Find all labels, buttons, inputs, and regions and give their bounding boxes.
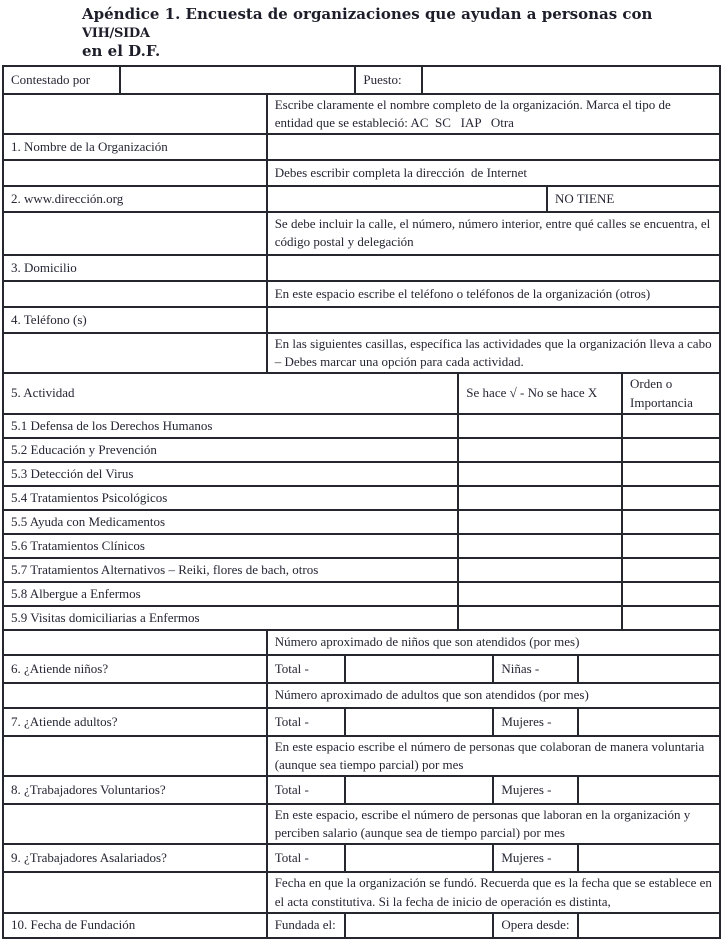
no-tiene-option[interactable]: NO TIENE xyxy=(546,187,719,211)
row-nombre xyxy=(4,133,719,159)
activity-row xyxy=(4,605,719,629)
activity-row xyxy=(4,557,719,581)
instruction-ninos: Número aproximado de niños que son atendidos (por mes) xyxy=(266,631,719,654)
empty-label-cell xyxy=(4,161,266,185)
q8-label: 8. ¿Trabajadores Voluntarios? xyxy=(11,782,166,797)
activity-orden-header: Orden o Importancia xyxy=(621,374,719,412)
activity-check-input[interactable] xyxy=(457,439,621,461)
empty-label-cell xyxy=(4,737,266,775)
q9-total-input[interactable] xyxy=(344,845,493,871)
activity-label: 5.9 Visitas domiciliarias a Enfermos xyxy=(11,609,200,625)
empty-label-cell xyxy=(4,805,266,843)
activity-orden-input[interactable] xyxy=(621,511,719,533)
survey-form-table xyxy=(2,65,721,939)
activity-orden-input[interactable] xyxy=(621,583,719,605)
instruction-fundacion: Fecha en que la organización se fundó. Recuerda que es la fecha que se establece en el acta constitutiva. Si la fecha de inicio de operación es distinta, xyxy=(266,873,719,911)
row-domicilio xyxy=(4,254,719,280)
title-text: Apéndice 1. Encuesta de organizaciones que ayudan a personas con xyxy=(82,5,653,23)
q10-fundada-label: Fundada el: xyxy=(266,914,344,937)
activity-label: 5.7 Tratamientos Alternativos – Reiki, flores de bach, otros xyxy=(11,561,319,577)
q6-total-input[interactable] xyxy=(344,656,493,682)
row-instruction-fundacion xyxy=(4,871,719,911)
domicilio-label: 3. Domicilio xyxy=(11,259,77,275)
nombre-label: 1. Nombre de la Organización xyxy=(11,138,168,154)
row-q8 xyxy=(4,775,719,803)
web-label: 2. www.dirección.org xyxy=(11,190,124,206)
row-instruction-telefono xyxy=(4,280,719,306)
q8-total-label: Total - xyxy=(266,777,344,803)
activity-label: 5.3 Detección del Virus xyxy=(11,465,134,481)
row-instruction-ninos xyxy=(4,629,719,654)
q10-label: 10. Fecha de Fundación xyxy=(11,917,136,933)
instruction-nombre: Escribe claramente el nombre completo de la organización. Marca el tipo de entidad que se estableció: AC SC IAP Otra xyxy=(266,95,719,133)
activity-row xyxy=(4,461,719,485)
activity-check-input[interactable] xyxy=(457,583,621,605)
document-page xyxy=(0,5,723,933)
row-q7 xyxy=(4,707,719,735)
activity-orden-input[interactable] xyxy=(621,415,719,437)
q9-mujeres-label: Mujeres - xyxy=(492,845,577,871)
q8-mujeres-label: Mujeres - xyxy=(492,777,577,803)
q6-label: 6. ¿Atiende niños? xyxy=(11,660,109,676)
row-contestado xyxy=(4,67,719,93)
row-web xyxy=(4,185,719,211)
puesto-label: Puesto: xyxy=(354,67,420,93)
instruction-voluntarios: En este espacio escribe el número de personas que colaboran de manera voluntaria (aunque sea tiempo parcial) por mes xyxy=(266,737,719,775)
row-instruction-voluntarios xyxy=(4,735,719,775)
activity-row xyxy=(4,485,719,509)
empty-label-cell xyxy=(4,282,266,306)
q8-total-input[interactable] xyxy=(344,777,493,803)
q10-fundada-input[interactable] xyxy=(344,914,493,937)
instruction-domicilio: Se debe incluir la calle, el número, número interior, entre qué calles se encuentra, el código postal y delegación xyxy=(266,213,719,254)
title-acronym: VIH/SIDA xyxy=(82,26,150,41)
instruction-actividades: En las siguientes casillas, específica las actividades que la organización lleva a cabo – Debes marcar una opción para cada actividad. xyxy=(266,334,719,372)
activity-check-input[interactable] xyxy=(457,511,621,533)
activity-label: 5.6 Tratamientos Clínicos xyxy=(11,537,145,553)
q6-total-label: Total - xyxy=(266,656,344,682)
telefono-input[interactable] xyxy=(266,308,719,332)
empty-label-cell xyxy=(4,631,266,654)
activity-orden-input[interactable] xyxy=(621,607,719,629)
telefono-label: 4. Teléfono (s) xyxy=(11,311,87,327)
activity-orden-input[interactable] xyxy=(621,463,719,485)
row-activity-header xyxy=(4,372,719,412)
web-input[interactable] xyxy=(266,187,546,211)
activity-check-input[interactable] xyxy=(457,535,621,557)
instruction-asalariados: En este espacio, escribe el número de personas que laboran en la organización y perciben salario (aunque sea de tiempo parcial) por mes xyxy=(266,805,719,843)
activity-label: 5.2 Educación y Prevención xyxy=(11,441,157,457)
q10-opera-label: Opera desde: xyxy=(492,914,577,937)
page-title xyxy=(82,5,697,60)
row-instruction-asalariados xyxy=(4,803,719,843)
row-q10 xyxy=(4,912,719,937)
q6-ninas-label: Niñas - xyxy=(492,656,577,682)
q7-mujeres-label: Mujeres - xyxy=(492,709,577,735)
q7-label: 7. ¿Atiende adultos? xyxy=(11,713,118,729)
q8-mujeres-input[interactable] xyxy=(577,777,719,803)
empty-label-cell xyxy=(4,213,266,254)
row-instruction-nombre xyxy=(4,93,719,133)
instruction-telefono: En este espacio escribe el teléfono o teléfonos de la organización (otros) xyxy=(266,282,719,306)
contestado-por-label: Contestado por xyxy=(11,71,91,87)
domicilio-input[interactable] xyxy=(266,256,719,280)
activity-check-input[interactable] xyxy=(457,559,621,581)
q6-ninas-input[interactable] xyxy=(577,656,719,682)
row-instruction-domicilio xyxy=(4,211,719,254)
activity-check-header: Se hace √ - No se hace X xyxy=(457,374,621,412)
activity-check-input[interactable] xyxy=(457,415,621,437)
activity-orden-input[interactable] xyxy=(621,439,719,461)
q9-mujeres-input[interactable] xyxy=(577,845,719,871)
empty-label-cell xyxy=(4,873,266,911)
row-telefono xyxy=(4,306,719,332)
contestado-por-input[interactable] xyxy=(119,67,354,93)
activity-row xyxy=(4,413,719,437)
activity-row xyxy=(4,581,719,605)
instruction-adultos: Número aproximado de adultos que son atendidos (por mes) xyxy=(266,684,719,707)
row-instruction-adultos xyxy=(4,682,719,707)
empty-label-cell xyxy=(4,334,266,372)
activity-check-input[interactable] xyxy=(457,607,621,629)
empty-label-cell xyxy=(4,95,266,133)
activity-row xyxy=(4,533,719,557)
activity-label: 5.5 Ayuda con Medicamentos xyxy=(11,513,166,529)
puesto-input[interactable] xyxy=(421,67,719,93)
q7-mujeres-input[interactable] xyxy=(577,709,719,735)
q7-total-input[interactable] xyxy=(344,709,493,735)
activity-orden-input[interactable] xyxy=(621,535,719,557)
row-instruction-actividades xyxy=(4,332,719,372)
row-instruction-web xyxy=(4,159,719,185)
empty-label-cell xyxy=(4,684,266,707)
instruction-web: Debes escribir completa la dirección de Internet xyxy=(266,161,719,185)
activity-orden-input[interactable] xyxy=(621,559,719,581)
activity-orden-input[interactable] xyxy=(621,487,719,509)
activity-label: 5.1 Defensa de los Derechos Humanos xyxy=(11,417,213,433)
activity-label: 5.4 Tratamientos Psicológicos xyxy=(11,489,168,505)
nombre-input[interactable] xyxy=(266,135,719,159)
activity-header-label: 5. Actividad xyxy=(11,385,75,401)
q9-label: 9. ¿Trabajadores Asalariados? xyxy=(11,850,167,866)
q10-opera-input[interactable] xyxy=(577,914,719,937)
activity-row xyxy=(4,437,719,461)
q7-total-label: Total - xyxy=(266,709,344,735)
title-line2: en el D.F. xyxy=(82,41,161,60)
activity-check-input[interactable] xyxy=(457,487,621,509)
row-q6 xyxy=(4,654,719,682)
row-q9 xyxy=(4,843,719,871)
q9-total-label: Total - xyxy=(266,845,344,871)
activity-check-input[interactable] xyxy=(457,463,621,485)
activity-label: 5.8 Albergue a Enfermos xyxy=(11,585,141,601)
activity-row xyxy=(4,509,719,533)
